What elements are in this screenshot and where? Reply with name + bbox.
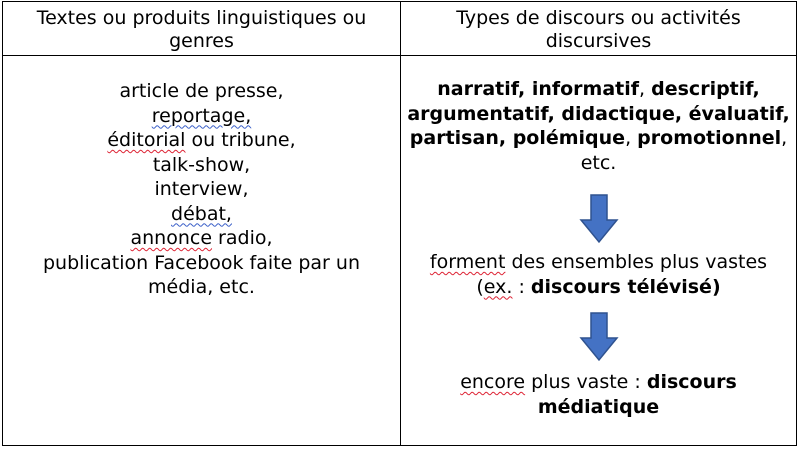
sep: , — [782, 102, 790, 125]
sep: , — [517, 78, 532, 100]
header-cell-genres — [3, 2, 401, 56]
genre-tribune: ou tribune, — [185, 129, 296, 151]
vastest-rest: plus vaste : — [525, 371, 647, 393]
paren: ( — [476, 275, 484, 298]
type-evaluatif: évaluatif — [688, 102, 783, 125]
sep: , — [752, 78, 760, 100]
type-informatif: informatif — [531, 78, 640, 100]
down-arrow-icon — [579, 194, 619, 244]
genre-etc: média, etc. — [148, 276, 255, 298]
type-descriptif: descriptif — [651, 78, 753, 100]
genre-annonce: annonce — [130, 227, 213, 249]
word-ex: ex. — [483, 275, 513, 298]
genre-article: article de presse, — [119, 80, 284, 102]
type-etc: etc. — [580, 151, 617, 174]
discourse-table — [2, 1, 797, 446]
down-arrow-icon — [579, 312, 619, 362]
discourse-types-cell — [401, 56, 797, 446]
discourse-types-list — [401, 77, 796, 175]
genre-debat: débat, — [171, 202, 232, 225]
word-discours: discours — [646, 371, 737, 393]
genre-radio: radio, — [212, 227, 273, 249]
sep: , — [547, 102, 562, 125]
genre-facebook: publication Facebook faite par un — [43, 251, 360, 274]
vaster-sets-rest: des ensembles plus vastes — [505, 251, 768, 273]
discours-televise: discours télévisé) — [530, 275, 721, 298]
word-mediatique: médiatique — [537, 395, 660, 418]
type-argumentatif: argumentatif — [407, 102, 548, 125]
sep: , — [498, 127, 513, 149]
header-col1-line2: genres — [169, 30, 234, 52]
type-didactique: didactique — [561, 102, 675, 125]
genre-editorial: éditorial — [107, 129, 186, 151]
type-polemique: polémique — [512, 127, 626, 149]
sep: , — [674, 102, 689, 125]
vaster-sets-text — [401, 250, 796, 299]
genre-talk-show: talk-show, — [152, 153, 251, 176]
type-narratif: narratif — [437, 78, 518, 100]
sep: , — [639, 78, 652, 100]
type-promotionnel: promotionnel — [637, 127, 782, 149]
vastest-text — [401, 370, 796, 419]
sep: , — [781, 127, 788, 149]
word-forment: forment — [429, 251, 506, 273]
genre-reportage: reportage, — [151, 104, 252, 127]
colon: : — [512, 275, 531, 298]
genres-cell — [3, 56, 401, 446]
genre-interview: interview, — [154, 178, 249, 200]
type-partisan: partisan — [409, 127, 499, 149]
header-col2-line2: discursives — [545, 30, 652, 52]
sep: , — [625, 127, 638, 149]
header-col1-line1: Textes ou produits linguistiques ou — [36, 7, 367, 29]
header-cell-discourse-types — [401, 2, 797, 56]
header-col2-line1: Types de discours ou activités — [456, 7, 741, 29]
word-encore: encore — [460, 371, 526, 393]
genres-list — [3, 79, 400, 300]
